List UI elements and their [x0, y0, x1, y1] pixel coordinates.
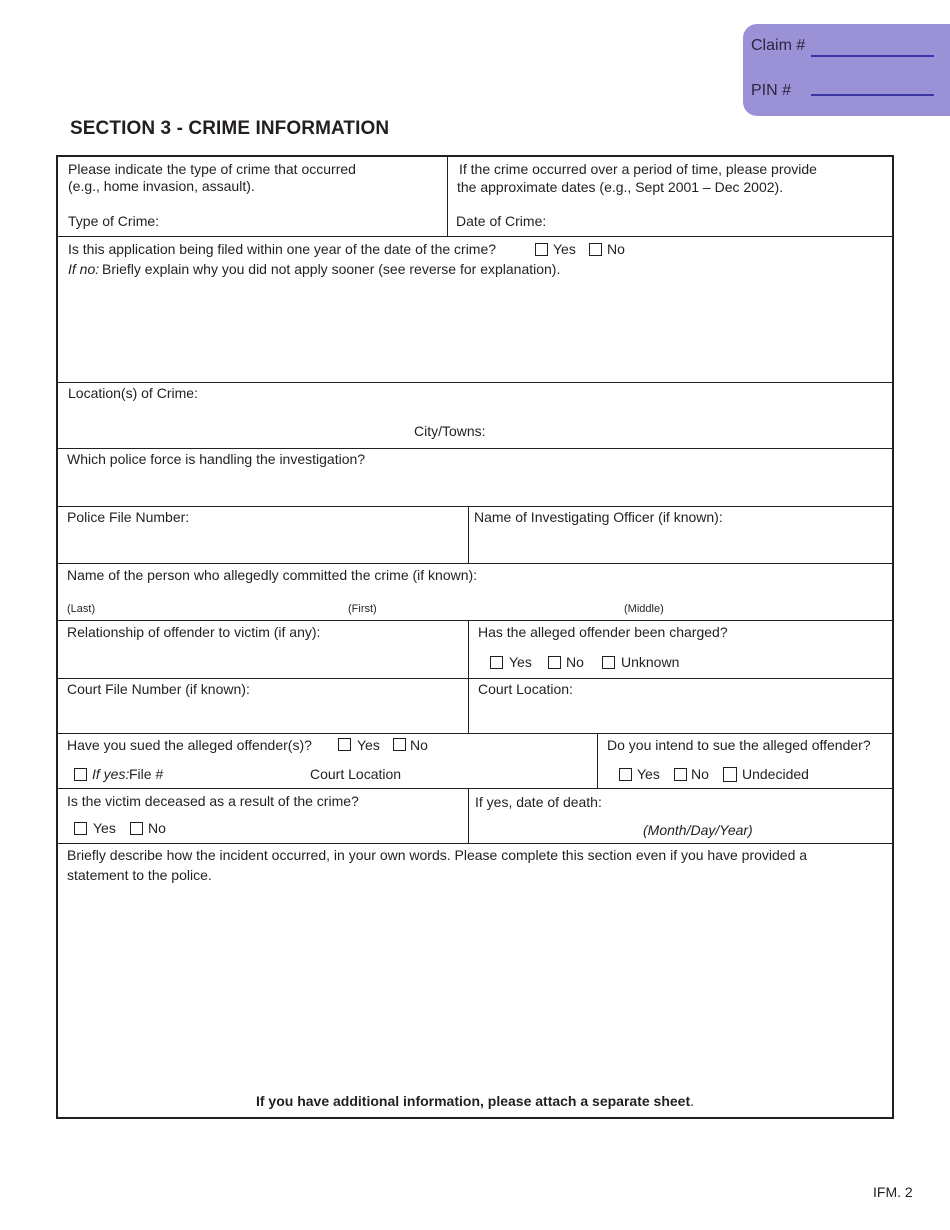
- if-no-prefix: If no:: [68, 261, 100, 277]
- divider: [56, 506, 894, 507]
- sued-question: Have you sued the alleged offender(s)?: [67, 737, 312, 753]
- intend-undecided-checkbox[interactable]: [723, 767, 737, 782]
- divider: [56, 563, 894, 564]
- date-format-caption: (Month/Day/Year): [643, 822, 753, 838]
- intend-no-label: No: [691, 766, 709, 782]
- pin-number-field[interactable]: [811, 94, 934, 96]
- if-yes-prefix: If yes:: [92, 766, 130, 782]
- page-identifier: IFM. 2: [873, 1184, 913, 1200]
- crime-type-instructions: Please indicate the type of crime that occurred: [68, 161, 356, 177]
- charged-unknown-label: Unknown: [621, 654, 680, 670]
- deceased-yes-checkbox[interactable]: [74, 822, 87, 835]
- charged-no-checkbox[interactable]: [548, 656, 561, 669]
- type-of-crime-field[interactable]: [180, 208, 440, 230]
- victim-deceased-question: Is the victim deceased as a result of the crime?: [67, 793, 359, 809]
- section-title: SECTION 3 - CRIME INFORMATION: [70, 118, 390, 139]
- intend-yes-label: Yes: [637, 766, 660, 782]
- deceased-yes-label: Yes: [93, 820, 116, 836]
- charged-yes-label: Yes: [509, 654, 532, 670]
- pin-label: PIN #: [751, 82, 792, 99]
- sued-file-checkbox[interactable]: [74, 768, 87, 781]
- sued-file-number-label: File #: [129, 766, 164, 782]
- police-force-label: Which police force is handling the investigation?: [67, 451, 366, 467]
- first-name-caption: (First): [348, 603, 377, 615]
- additional-info-note: [56, 1092, 894, 1110]
- intend-yes-checkbox[interactable]: [619, 768, 632, 781]
- divider: [447, 155, 448, 236]
- claim-label: Claim #: [751, 37, 806, 54]
- charged-yes-checkbox[interactable]: [490, 656, 503, 669]
- sued-court-location-field[interactable]: [412, 762, 592, 784]
- filed-within-year-question: Is this application being filed within one year of the date of the crime?: [68, 241, 497, 257]
- police-force-field[interactable]: [62, 472, 887, 502]
- sued-yes-checkbox[interactable]: [338, 738, 351, 751]
- filed-yes-label: Yes: [553, 241, 576, 257]
- filed-no-label: No: [607, 241, 625, 257]
- middle-name-caption: (Middle): [624, 603, 664, 615]
- last-name-caption: (Last): [67, 603, 96, 615]
- divider: [468, 788, 469, 843]
- investigating-officer-label: Name of Investigating Officer (if known):: [474, 509, 723, 525]
- additional-info-text: If you have additional information, please attach a separate sheet: [255, 1093, 691, 1109]
- date-of-death-label: If yes, date of death:: [475, 794, 602, 810]
- date-instructions: the approximate dates (e.g., Sept 2001 – Dec 2002).: [457, 179, 784, 195]
- city-towns-label: City/Towns:: [414, 423, 486, 439]
- divider: [597, 733, 598, 788]
- court-file-number-field[interactable]: [62, 702, 462, 728]
- location-label: Location(s) of Crime:: [68, 385, 198, 401]
- police-file-number-label: Police File Number:: [67, 509, 190, 525]
- court-file-number-label: Court File Number (if known):: [67, 681, 250, 697]
- investigating-officer-field[interactable]: [474, 530, 886, 558]
- claim-number-field[interactable]: [811, 55, 934, 57]
- sued-no-checkbox[interactable]: [393, 738, 406, 751]
- intend-to-sue-question: Do you intend to sue the alleged offender?: [607, 737, 871, 753]
- type-of-crime-label: Type of Crime:: [68, 213, 160, 229]
- divider: [56, 448, 894, 449]
- additional-info-period: .: [690, 1093, 694, 1109]
- deceased-no-checkbox[interactable]: [130, 822, 143, 835]
- date-instructions: If the crime occurred over a period of time, please provide: [459, 161, 817, 177]
- offender-name-field[interactable]: [62, 586, 887, 600]
- sued-court-location-label: Court Location: [310, 766, 402, 782]
- intend-undecided-label: Undecided: [742, 766, 809, 782]
- charged-question: Has the alleged offender been charged?: [478, 624, 728, 640]
- incident-description-field[interactable]: [62, 890, 887, 1085]
- sued-yes-label: Yes: [357, 737, 380, 753]
- divider: [56, 382, 894, 383]
- charged-unknown-checkbox[interactable]: [602, 656, 615, 669]
- divider: [56, 620, 894, 621]
- late-application-explanation-field[interactable]: [62, 282, 887, 377]
- incident-description-instructions: Briefly describe how the incident occurred, in your own words. Please complete this section even if you have provided a: [67, 847, 808, 863]
- if-no-instructions: Briefly explain why you did not apply sooner (see reverse for explanation).: [102, 261, 561, 277]
- sued-no-label: No: [410, 737, 428, 753]
- relationship-field[interactable]: [62, 645, 462, 673]
- crime-type-instructions: (e.g., home invasion, assault).: [68, 178, 255, 194]
- court-location-label: Court Location:: [478, 681, 573, 697]
- divider: [56, 843, 894, 844]
- relationship-label: Relationship of offender to victim (if any):: [67, 624, 321, 640]
- date-of-death-field[interactable]: [610, 790, 886, 812]
- divider: [468, 506, 469, 563]
- divider: [56, 788, 894, 789]
- divider: [468, 620, 469, 733]
- divider: [56, 236, 894, 237]
- deceased-no-label: No: [148, 820, 166, 836]
- sued-file-number-field[interactable]: [172, 762, 302, 784]
- charged-no-label: No: [566, 654, 584, 670]
- divider: [56, 678, 894, 679]
- divider: [56, 733, 894, 734]
- incident-description-instructions: statement to the police.: [67, 867, 212, 883]
- offender-name-label: Name of the person who allegedly committed the crime (if known):: [67, 567, 478, 583]
- filed-yes-checkbox[interactable]: [535, 243, 548, 256]
- intend-no-checkbox[interactable]: [674, 768, 687, 781]
- claim-box: [743, 24, 950, 116]
- location-field[interactable]: [62, 402, 887, 444]
- court-location-field[interactable]: [474, 702, 886, 728]
- police-file-number-field[interactable]: [62, 530, 462, 558]
- date-of-crime-label: Date of Crime:: [456, 213, 547, 229]
- filed-no-checkbox[interactable]: [589, 243, 602, 256]
- date-of-crime-field[interactable]: [560, 208, 885, 230]
